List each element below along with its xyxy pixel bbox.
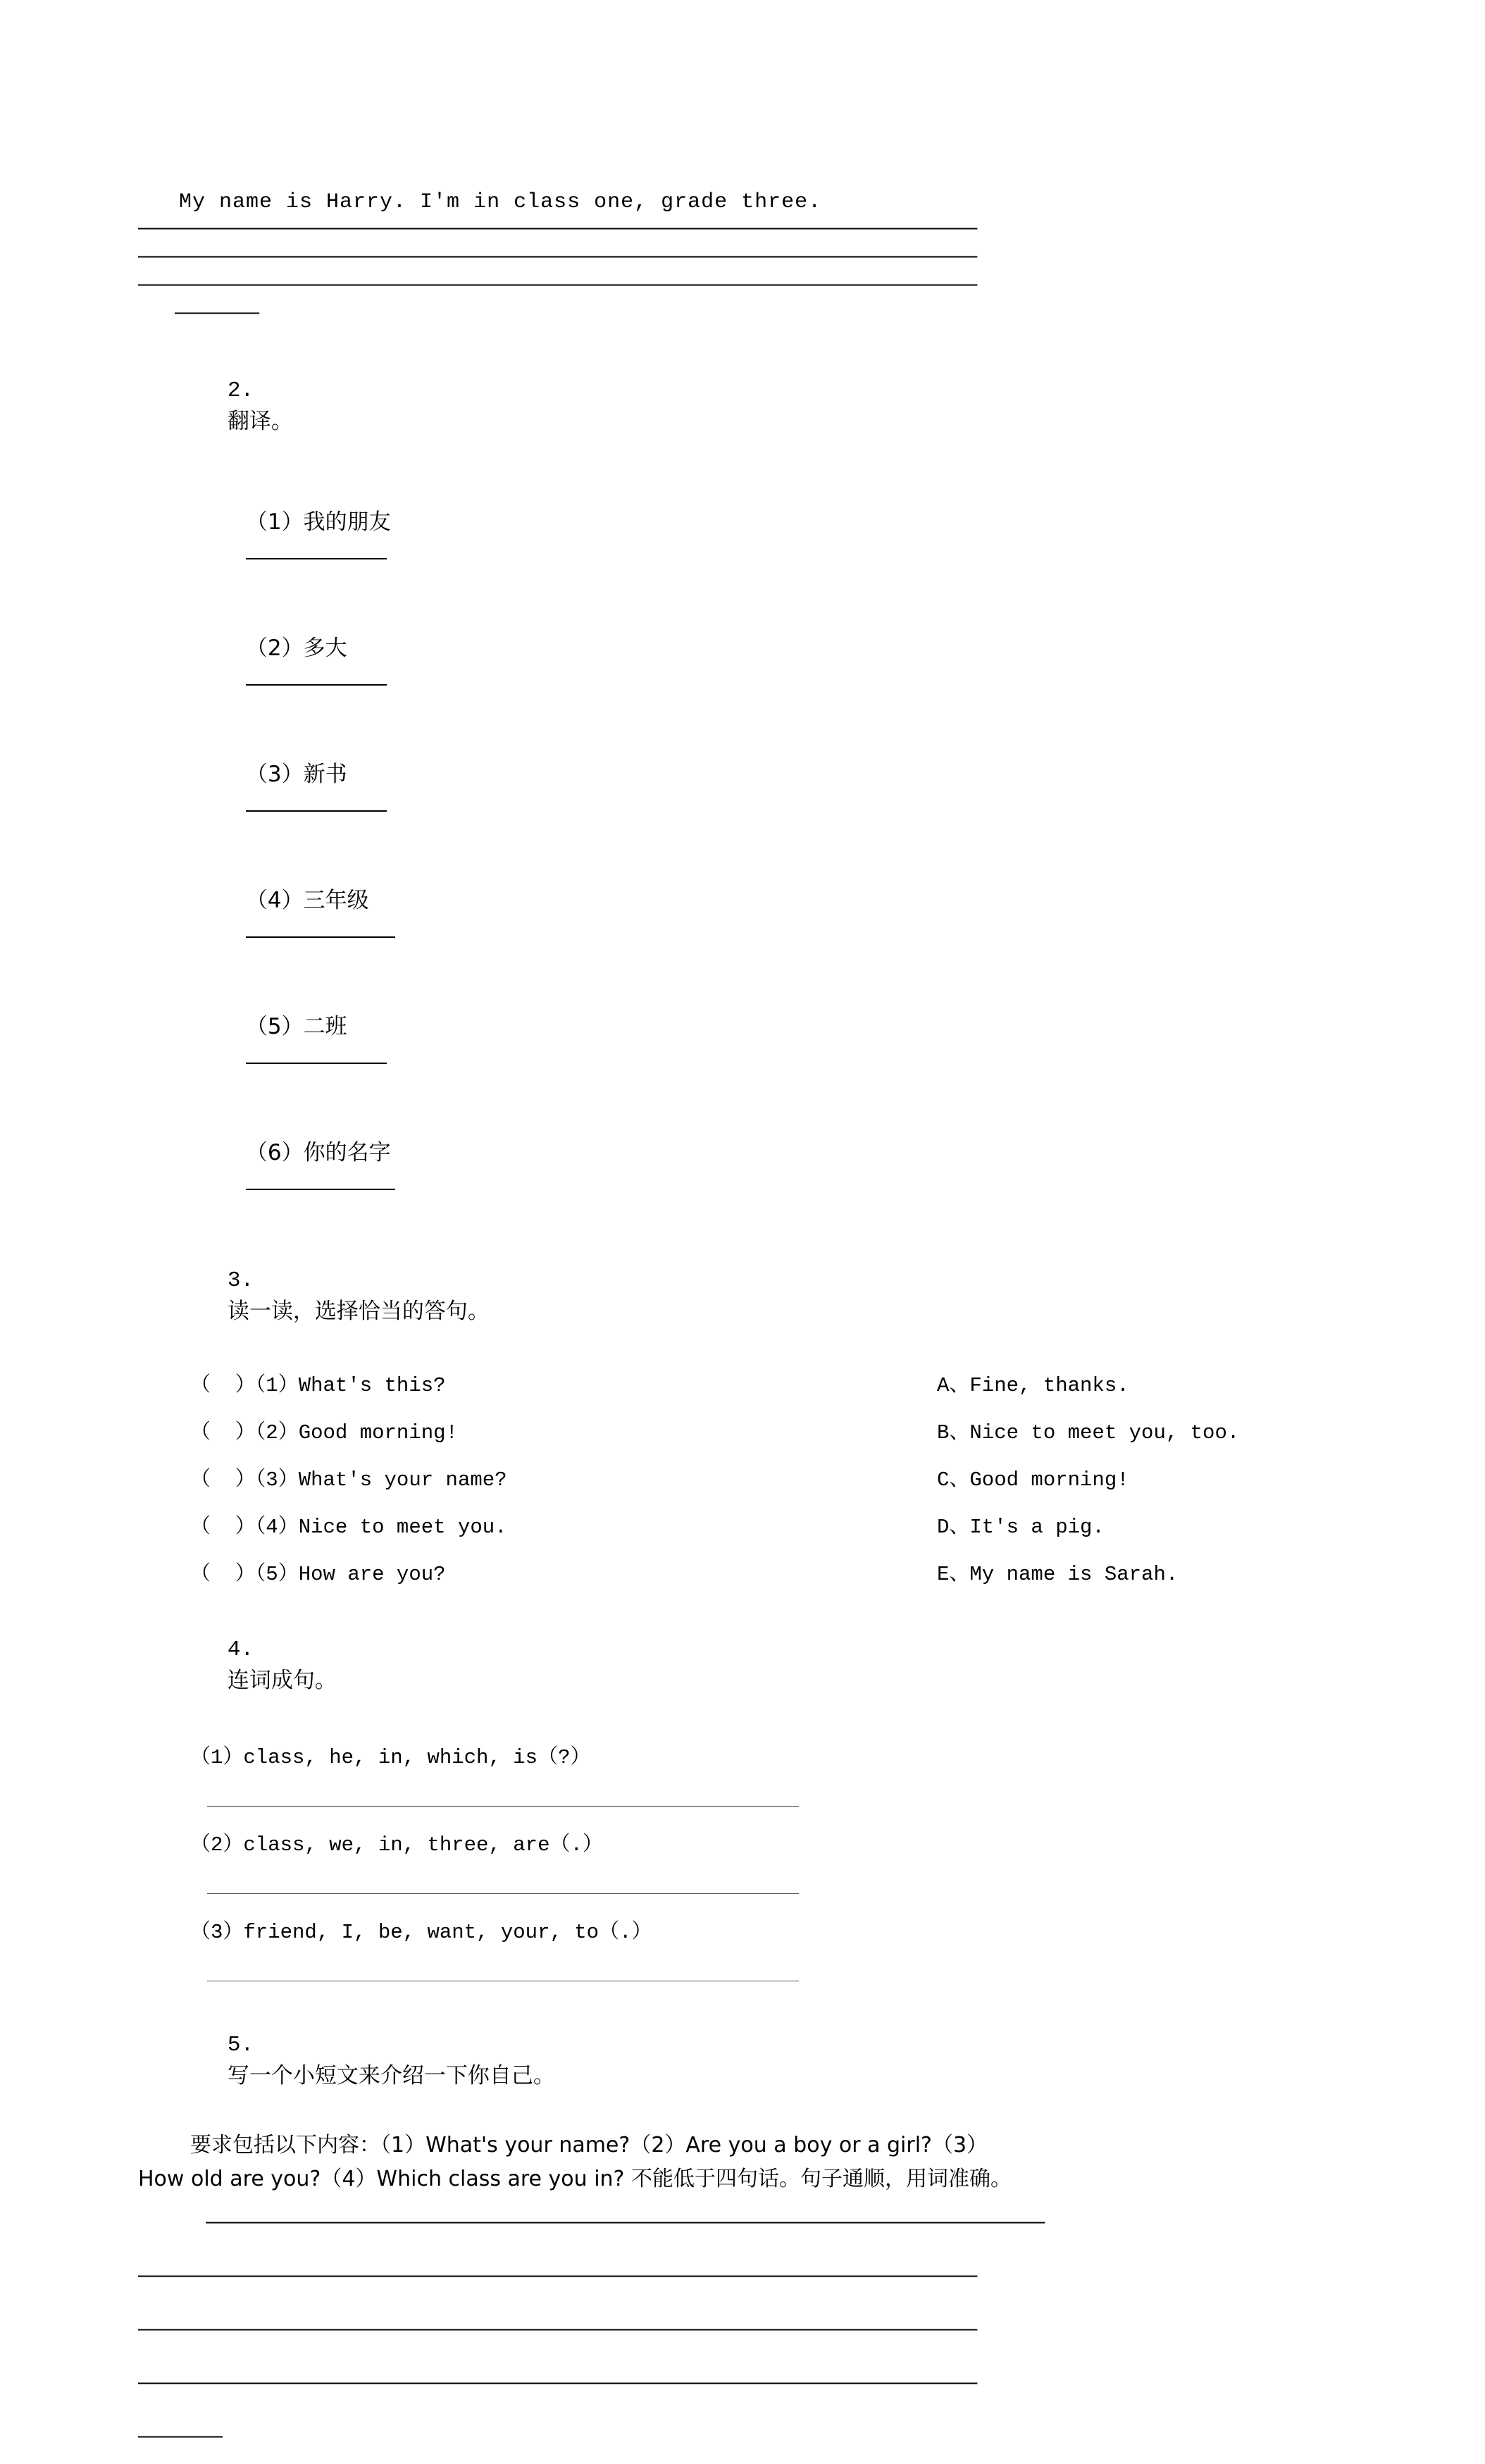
translate-label: （6）你的名字 — [245, 1140, 391, 1165]
writing-ruled-line[interactable]: —————————————————————————————————————————————————————————————————————— — [138, 2265, 977, 2289]
section-heading — [172, 351, 1350, 460]
answer-blank[interactable] — [246, 1168, 395, 1190]
list-item — [190, 605, 1350, 712]
table-row — [138, 1510, 1350, 1539]
requirement-line-2: How old are you?（4）Which class are you in? 不能低于四句话。句子通顺，用词准确。 — [138, 2167, 1012, 2191]
match-question[interactable]: （ ）（1）What's this? — [190, 1374, 446, 1397]
ruled-line: —————————————————————————————————————————————————————————————————————— — [138, 273, 977, 297]
writing-ruled-line[interactable]: —————————————————————————————————————————————————————————————————————— — [206, 2211, 1045, 2235]
match-question[interactable]: （ ）（3）What's your name? — [190, 1468, 507, 1492]
reorder-prompt: （1）class, he, in, which, is（?） — [190, 1746, 591, 1769]
translate-label: （3）新书 — [245, 762, 347, 787]
ruled-line: —————————————————————————————————————————————————————————————————————— — [138, 245, 977, 269]
section-reorder — [138, 1610, 1350, 1981]
section-heading — [172, 2005, 1350, 2115]
match-answer: D、It's a pig. — [937, 1516, 1105, 1539]
ruled-line: —————————————————————————————————————————————————————————————————————— — [138, 217, 977, 241]
match-question[interactable]: （ ）（5）How are you? — [190, 1563, 446, 1586]
match-question[interactable]: （ ）（2）Good morning! — [190, 1421, 458, 1444]
section-number: 3. — [227, 1268, 254, 1293]
table-row — [138, 1368, 1350, 1397]
answer-blank[interactable] — [246, 789, 387, 812]
translate-label: （2）多大 — [245, 636, 347, 661]
translate-label: （5）二班 — [245, 1014, 347, 1039]
ruled-line-short: ——————— — [175, 302, 259, 326]
section-writing — [138, 2005, 1350, 2464]
match-question[interactable]: （ ）（4）Nice to meet you. — [190, 1516, 507, 1539]
writing-ruled-line[interactable]: —————————————————————————————————————————————————————————————————————— — [138, 2318, 977, 2342]
answer-blank[interactable] — [246, 1041, 387, 1064]
match-answer: B、Nice to meet you, too. — [937, 1421, 1240, 1444]
answer-line[interactable] — [207, 1875, 799, 1894]
section-heading — [172, 1241, 1350, 1350]
match-answer: E、My name is Sarah. — [937, 1563, 1179, 1586]
section-translate — [138, 351, 1350, 1217]
answer-blank[interactable] — [246, 915, 395, 938]
section-title: 翻译。 — [227, 409, 293, 434]
section-number: 4. — [227, 1637, 254, 1662]
answer-line[interactable] — [207, 1788, 799, 1807]
section-number: 5. — [227, 2033, 254, 2057]
match-answer: C、Good morning! — [937, 1468, 1129, 1492]
list-item — [190, 857, 1350, 965]
answer-blank[interactable] — [246, 663, 387, 686]
list-item — [190, 731, 1350, 838]
table-row — [138, 1463, 1350, 1492]
answer-blank[interactable] — [246, 537, 387, 559]
table-row — [138, 1416, 1350, 1444]
section-title: 读一读，选择恰当的答句。 — [227, 1299, 490, 1324]
list-item — [190, 1109, 1350, 1217]
list-item — [190, 983, 1350, 1091]
section-matching — [138, 1241, 1350, 1586]
section-heading — [172, 1610, 1350, 1719]
answer-text: My name is Harry. I'm in class one, grade three. — [179, 190, 822, 214]
section-title: 连词成句。 — [227, 1668, 337, 1693]
reorder-prompt: （3）friend, I, be, want, your, to（.） — [190, 1921, 652, 1944]
requirement-line-1: 要求包括以下内容：（1）What's your name?（2）Are you a boy or a girl?（3） — [190, 2133, 988, 2157]
writing-requirement — [138, 2129, 1350, 2196]
writing-ruled-line-short[interactable]: ——————— — [138, 2425, 223, 2449]
section-title: 写一个小短文来介绍一下你自己。 — [227, 2063, 555, 2088]
answer-line[interactable] — [207, 1962, 799, 1981]
matching-list — [138, 1368, 1350, 1586]
list-item — [190, 478, 1350, 586]
translate-label: （4）三年级 — [245, 888, 369, 913]
translate-label: （1）我的朋友 — [245, 509, 391, 535]
reorder-prompt: （2）class, we, in, three, are（.） — [190, 1833, 603, 1857]
match-answer: A、Fine, thanks. — [937, 1374, 1129, 1397]
writing-ruled-line[interactable]: —————————————————————————————————————————————————————————————————————— — [138, 2372, 977, 2396]
worksheet-content — [138, 190, 1350, 2464]
section-number: 2. — [227, 378, 254, 403]
table-row — [138, 1557, 1350, 1586]
